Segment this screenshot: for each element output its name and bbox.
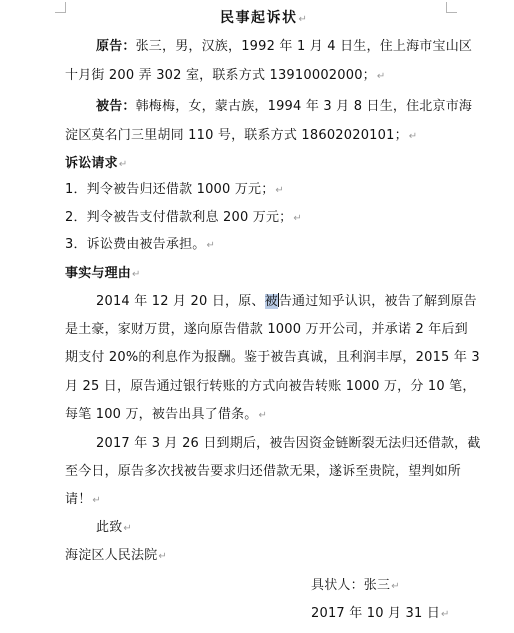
paragraph-mark: ↵ [206,240,216,251]
facts-paragraph-2-line[interactable] [96,434,481,454]
signer-line[interactable] [311,576,400,597]
paragraph-mark: ↵ [132,269,141,280]
date-text: 2017 年 10 月 31 日 [311,606,441,621]
date-line[interactable] [311,604,450,625]
paragraph-mark: ↵ [293,213,302,224]
paragraph-mark: ↵ [298,14,309,25]
closing-salute[interactable] [96,518,132,539]
signer-text: 具状人：张三 [311,578,391,593]
paragraph-mark: ↵ [391,581,400,592]
claim-item[interactable] [65,180,284,201]
defendant-label: 被告： [96,99,136,114]
defendant-line-1[interactable] [96,97,472,117]
claim-text: 3．诉讼费由被告承担。 [65,237,206,252]
plaintiff-line-1[interactable] [96,37,472,57]
heading-text: 事实与理由 [65,266,132,281]
facts-text: 告通过知乎认识，被告了解到原告 [278,294,477,309]
defendant-text: 韩梅梅，女，蒙古族，1994 年 3 月 8 日生，住北京市海 [135,99,473,114]
facts-paragraph-2-line[interactable] [65,490,101,511]
court-text: 海淀区人民法院 [65,548,158,563]
facts-paragraph-1-line[interactable] [65,377,476,397]
facts-text: 请！ [65,492,92,507]
paragraph-mark: ↵ [258,410,268,421]
facts-heading[interactable] [65,264,141,285]
facts-text: 2017 年 3 月 26 日到期后，被告因资金链断裂无法归还借款，截 [96,436,481,451]
plaintiff-label: 原告： [96,39,136,54]
defendant-text: 淀区莫名门三里胡同 110 号，联系方式 18602020101； [65,128,408,143]
facts-text: 是土豪，家财万贯，遂向原告借款 1000 万开公司，并承诺 2 年后到 [65,322,468,337]
claims-heading[interactable] [65,154,127,175]
paragraph-mark: ↵ [408,131,418,142]
claim-text: 2．判令被告支付借款利息 200 万元； [65,210,293,225]
paragraph-mark: ↵ [441,609,450,620]
facts-paragraph-1-line[interactable] [65,320,468,340]
document-title[interactable] [220,8,308,30]
margin-corner-mark [446,2,457,13]
plaintiff-line-2[interactable] [65,66,385,87]
paragraph-mark: ↵ [275,185,285,196]
claim-text: 1．判令被告归还借款 1000 万元； [65,182,275,197]
facts-text: 2014 年 12 月 20 日，原、 [96,294,265,309]
claim-item[interactable] [65,208,302,229]
facts-paragraph-1-line[interactable] [96,292,477,312]
court-name[interactable] [65,546,167,567]
facts-paragraph-1-line[interactable] [65,348,480,368]
paragraph-mark: ↵ [123,523,132,534]
claim-item[interactable] [65,235,215,256]
margin-corner-mark [55,2,66,13]
paragraph-mark: ↵ [376,71,386,82]
facts-text: 每笔 100 万，被告出具了借条。 [65,407,258,422]
heading-text: 诉讼请求 [65,156,118,171]
facts-paragraph-2-line[interactable] [65,462,461,482]
defendant-line-2[interactable] [65,126,417,147]
paragraph-mark: ↵ [92,495,101,506]
plaintiff-text: 十月街 200 弄 302 室，联系方式 13910002000； [65,68,376,83]
plaintiff-text: 张三，男，汉族，1992 年 1 月 4 日生，住上海市宝山区 [135,39,473,54]
title-text: 民事起诉状 [220,10,298,26]
paragraph-mark: ↵ [158,551,167,562]
paragraph-mark: ↵ [118,159,128,170]
salute-text: 此致 [96,520,123,535]
facts-text: 至今日，原告多次找被告要求归还借款无果，遂诉至贵院，望判如所 [65,464,462,479]
selected-text[interactable]: 被 [264,294,278,309]
facts-paragraph-1-line[interactable] [65,405,267,426]
facts-text: 期支付 20%的利息作为报酬。鉴于被告真诚，且利润丰厚，2015 年 3 [65,350,480,365]
facts-text: 月 25 日，原告通过银行转账的方式向被告转账 1000 万，分 10 笔， [65,379,476,394]
